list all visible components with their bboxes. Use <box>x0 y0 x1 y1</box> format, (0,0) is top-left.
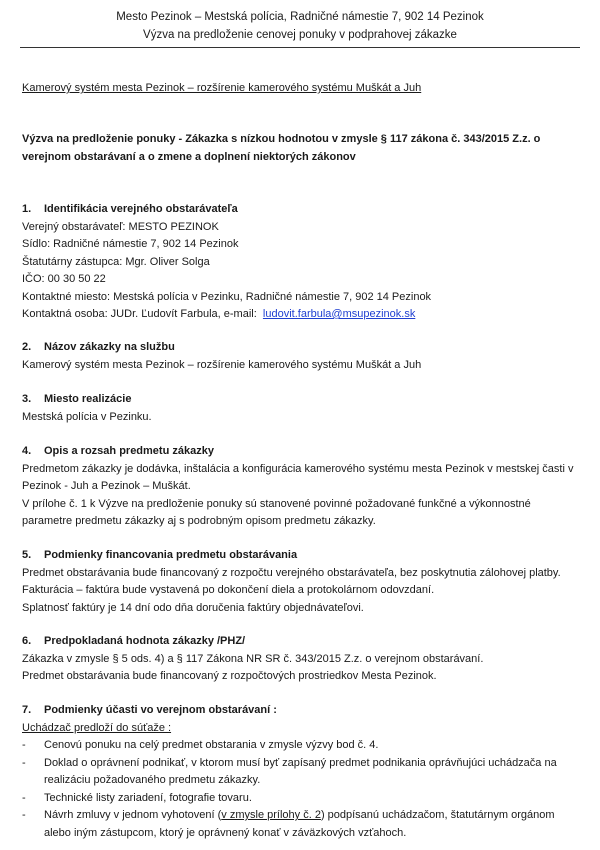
email-link[interactable]: ludovit.farbula@msupezinok.sk <box>262 308 416 320</box>
kontaktne-miesto-line: Kontaktné miesto: Mestská polícia v Pezinku, Radničné námestie 7, 902 14 Pezinok <box>22 290 432 303</box>
section-3-text: Mestská polícia v Pezinku. <box>22 410 152 423</box>
list-item-line: realizáciu požadovaného predmetu zákazky. <box>44 774 261 786</box>
section-5-line: Predmet obstarávania bude financovaný z rozpočtu verejného obstarávateľa, bez poskytnutia zálohovej platby. <box>22 566 561 579</box>
section-4-line: Pezinok - Juh a Pezinok – Muškát. <box>22 480 191 492</box>
section-2-heading <box>22 339 582 357</box>
section-1-number: 1. <box>22 203 32 215</box>
sidlo-line: Sídlo: Radničné námestie 7, 902 14 Pezinok <box>22 238 239 250</box>
section-2-number: 2. <box>22 341 32 353</box>
kontaktna-osoba-line <box>22 306 582 324</box>
intro-paragraph: Výzva na predloženie ponuky - Zákazka s nízkou hodnotou v zmysle § 117 zákona č. 343/2015 Z.z. o verejnom obstarávaní a o zmene a doplnení niektorých zákonov <box>22 133 541 163</box>
section-6 <box>22 633 582 686</box>
section-4-line: V prílohe č. 1 k Výzve na predloženie ponuky sú stanovené povinné požadované funkčné a výkonnostné <box>22 497 531 510</box>
section-4-heading <box>22 443 582 461</box>
section-7-heading <box>22 702 582 720</box>
header-line-2: Výzva na predloženie cenovej ponuky v podprahovej zákazke <box>143 29 457 41</box>
section-7-title: Podmienky účasti vo verejnom obstarávaní : <box>44 704 277 716</box>
list-item: - Cenovú ponuku na celý predmet obstarania v zmysle výzvy bod č. 4. <box>22 737 582 755</box>
section-5-number: 5. <box>22 549 32 561</box>
section-5 <box>22 547 582 617</box>
section-3-number: 3. <box>22 393 32 405</box>
section-6-title: Predpokladaná hodnota zákazky /PHZ/ <box>44 635 246 647</box>
section-6-number: 6. <box>22 635 32 647</box>
zmluva-text-end: ) podpísanú uchádzačom, štatutárnym orgánom <box>320 809 555 821</box>
section-1 <box>22 201 582 324</box>
section-6-line: Predmet obstarávania bude financovaný z rozpočtových prostriedkov Mesta Pezinok. <box>22 670 437 682</box>
contact-label: Kontaktná osoba: JUDr. Ľudovít Farbula, e-mail: <box>22 308 257 320</box>
requirements-list <box>22 737 582 842</box>
section-5-line: Fakturácia – faktúra bude vystavená po dokončení diela a protokolárnom odovzdaní. <box>22 584 435 596</box>
list-item-line <box>44 807 582 825</box>
section-2-text: Kamerový systém mesta Pezinok – rozšírenie kamerového systému Muškát a Juh <box>22 358 422 371</box>
list-item-line: alebo iným zástupcom, ktorý je oprávnený konať v záväzkových vzťahoch. <box>44 826 407 839</box>
section-1-heading <box>22 201 582 219</box>
document-title: Kamerový systém mesta Pezinok – rozšírenie kamerového systému Muškát a Juh <box>22 82 422 94</box>
header-divider <box>20 47 580 48</box>
priloha-reference: v zmysle prílohy č. 2 <box>221 809 321 821</box>
list-item-line: - Doklad o oprávnení podnikať, v ktorom musí byť zapísaný predmet podnikania oprávňujúci uchádzača na <box>44 756 557 769</box>
section-4-line: Predmetom zákazky je dodávka, inštalácia a konfigurácia kamerového systému mesta Pezinok v mestskej časti v <box>22 462 574 475</box>
statutar-line: Štatutárny zástupca: Mgr. Oliver Solga <box>22 255 210 268</box>
section-5-heading <box>22 547 582 565</box>
section-7-number: 7. <box>22 704 32 716</box>
list-item <box>22 807 582 842</box>
section-7-subheading: Uchádzač predloží do súťaže : <box>22 721 172 734</box>
section-3-title: Miesto realizácie <box>44 393 132 405</box>
section-5-line: Splatnosť faktúry je 14 dní odo dňa doručenia faktúry objednávateľovi. <box>22 601 364 614</box>
section-2-title: Názov zákazky na službu <box>44 341 175 353</box>
section-6-heading <box>22 633 582 651</box>
list-item <box>22 755 582 790</box>
section-1-title: Identifikácia verejného obstarávateľa <box>44 203 238 215</box>
section-2 <box>22 339 582 374</box>
section-4 <box>22 443 582 531</box>
header-line-1: Mesto Pezinok – Mestská polícia, Radničné námestie 7, 902 14 Pezinok <box>116 11 484 23</box>
obstaravatel-line: Verejný obstarávateľ: MESTO PEZINOK <box>22 220 219 233</box>
section-4-line: parametre predmetu zákazky aj s podrobným opisom predmetu zákazky. <box>22 515 376 527</box>
zmluva-text-start: Návrh zmluvy v jednom vyhotovení ( <box>44 809 222 821</box>
section-3-heading <box>22 391 582 409</box>
section-3 <box>22 391 582 426</box>
list-item: - Technické listy zariadení, fotografie tovaru. <box>22 790 582 808</box>
section-4-number: 4. <box>22 445 32 457</box>
section-4-title: Opis a rozsah predmetu zákazky <box>44 445 214 457</box>
section-7 <box>22 702 582 842</box>
document-header <box>20 8 580 44</box>
ico-line: IČO: 00 30 50 22 <box>22 273 106 285</box>
section-6-line: Zákazka v zmysle § 5 ods. 4) a § 117 Zákona NR SR č. 343/2015 Z.z. o verejnom obstarávaní. <box>22 652 484 665</box>
section-5-title: Podmienky financovania predmetu obstarávania <box>44 549 298 561</box>
